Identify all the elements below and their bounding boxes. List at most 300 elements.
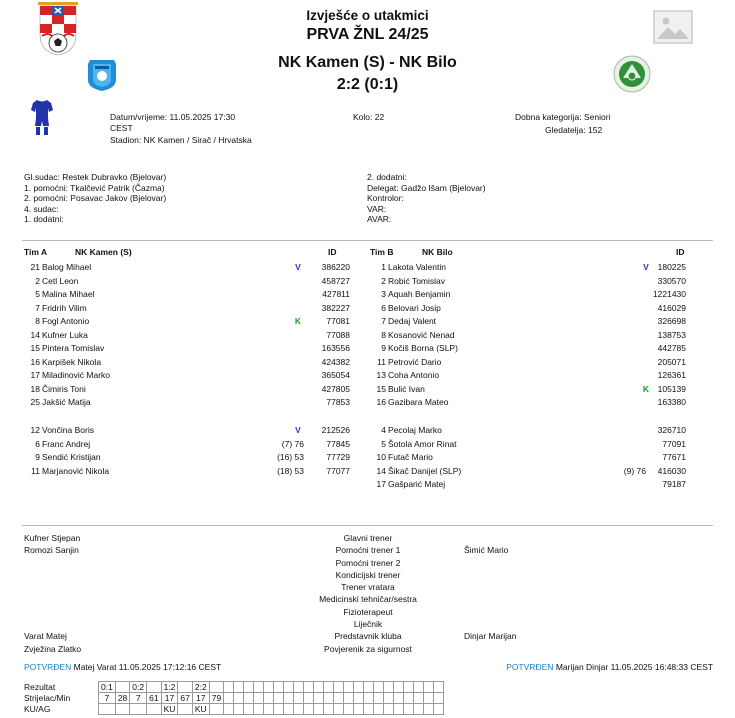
player-name: Marjanović Nikola (42, 465, 110, 476)
player-row (368, 438, 688, 451)
staff-role: Pomoćni trener 2 (335, 557, 401, 568)
player-name: Pecolaj Marko (388, 425, 442, 435)
results-cell (284, 682, 294, 693)
results-cell (130, 704, 147, 715)
staff-roles (288, 532, 448, 655)
results-cell (274, 704, 284, 715)
results-cell (384, 682, 394, 693)
player-number: 16 (30, 356, 40, 367)
results-cell (224, 682, 234, 693)
player-row (22, 315, 352, 328)
staff-role: Pomoćni trener 1 (335, 545, 401, 556)
match-round: Kolo: 22 (353, 112, 385, 122)
staff-name (24, 618, 81, 630)
staff-name: Šimić Mario (464, 545, 509, 556)
team-a-name: NK Kamen (S) (75, 247, 132, 257)
player-name: Šikač Danijel (SLP) (388, 465, 462, 476)
player-name: Kosanović Nenad (388, 329, 455, 340)
player-id: 382227 (321, 302, 350, 313)
player-id: 77081 (326, 316, 350, 326)
results-cell (424, 704, 434, 715)
player-number: 3 (381, 289, 386, 299)
player-id: 77088 (326, 329, 350, 340)
confirmed-label: POTVRĐEN (24, 662, 72, 672)
player-number: 8 (35, 316, 40, 326)
results-labels (24, 682, 70, 715)
staff-name: Kufner Stjepan (24, 533, 81, 543)
team-b-name: NK Bilo (422, 247, 453, 257)
results-cell (364, 704, 374, 715)
results-cell (334, 693, 344, 704)
results-cell (354, 682, 364, 693)
player-id: 77671 (662, 452, 686, 462)
results-cell (254, 693, 264, 704)
player-name: Belovari Josip (388, 302, 441, 313)
report-title: Izvješće o utakmici (306, 8, 429, 23)
player-id: 427811 (322, 289, 350, 299)
goalkeeper-mark: V (295, 262, 301, 272)
player-row (368, 369, 688, 382)
staff-name (464, 581, 516, 593)
results-cell (374, 704, 384, 715)
player-id: 163556 (321, 343, 350, 353)
home-staff (24, 532, 81, 655)
staff-name (464, 557, 516, 569)
player-id: 1221430 (652, 289, 686, 299)
match-datetime: Datum/vrijeme: 11.05.2025 17:30 (110, 112, 236, 122)
results-cell (414, 704, 424, 715)
player-number: 10 (376, 452, 386, 462)
confirmed-by: Marijan Dinjar 11.05.2025 16:48:33 CEST (555, 662, 713, 672)
results-cell (434, 682, 444, 693)
player-number: 15 (30, 343, 40, 353)
staff-name (24, 606, 81, 618)
player-number: 13 (376, 370, 386, 380)
player-number: 6 (381, 302, 386, 313)
staff-role: Kondicijski trener (335, 569, 401, 580)
staff-name (24, 569, 81, 581)
results-label: Strijelac/Min (24, 693, 71, 703)
player-row (368, 424, 688, 437)
player-id: 330570 (657, 275, 686, 286)
official-line: 4. sudac: (24, 203, 59, 214)
team-b-id-header: ID (676, 247, 685, 257)
divider (22, 525, 713, 526)
results-cell (254, 704, 264, 715)
player-number: 25 (30, 397, 40, 407)
staff-name (464, 532, 516, 544)
player-number: 2 (35, 275, 40, 286)
substitution-info: (7) 76 (281, 438, 304, 449)
results-cell (274, 682, 284, 693)
official-line: Gl.sudac: Restek Dubravko (Bjelovar) (24, 172, 167, 182)
player-number: 7 (35, 302, 40, 313)
player-id: 163380 (657, 397, 686, 407)
staff-name: Romozi Sanjin (24, 545, 79, 556)
player-number: 4 (381, 425, 386, 435)
results-cell (147, 704, 161, 715)
image-placeholder-icon (653, 10, 693, 44)
player-row (22, 288, 352, 301)
results-cell (314, 693, 324, 704)
results-cell (304, 682, 314, 693)
player-row (22, 424, 352, 437)
player-id: 424382 (321, 356, 350, 367)
results-cell (384, 704, 394, 715)
player-number: 5 (381, 438, 386, 449)
player-name: Šotola Amor Rinat (388, 438, 457, 449)
player-row (22, 396, 352, 409)
results-cell (224, 693, 234, 704)
player-number: 1 (381, 262, 386, 272)
player-name: Malina Mihael (42, 289, 95, 299)
player-id: 77853 (326, 397, 350, 407)
player-number: 2 (381, 275, 386, 286)
player-row (368, 478, 688, 491)
player-id: 326698 (657, 316, 686, 326)
player-name: Miladinović Marko (42, 370, 111, 380)
match-stadium: Stadion: NK Kamen / Sirač / Hrvatska (110, 135, 252, 145)
player-row (22, 356, 352, 369)
player-name: Robić Tomislav (388, 275, 446, 286)
player-name: Lakota Valentin (388, 262, 446, 272)
official-line: 1. pomoćni: Tkalčević Patrik (Čazma) (24, 182, 165, 193)
results-cell: 2:2 (192, 682, 209, 693)
player-name: Karpišek Nikola (42, 356, 102, 367)
player-row (368, 396, 688, 409)
player-number: 7 (381, 316, 386, 326)
player-row (22, 329, 352, 342)
results-cell (394, 704, 404, 715)
official-line: Delegat: Gadžo Išam (Bjelovar) (367, 182, 486, 193)
results-cell (424, 693, 434, 704)
team-b-label: Tim B (370, 247, 394, 257)
results-cell (284, 704, 294, 715)
player-id: 458727 (321, 275, 350, 286)
player-id: 326710 (657, 425, 686, 435)
player-row (368, 275, 688, 288)
results-cell (334, 704, 344, 715)
player-name: Pintera Tomislav (42, 343, 105, 353)
results-cell (374, 682, 384, 693)
results-cell (304, 704, 314, 715)
staff-name (464, 569, 516, 581)
results-cell (434, 704, 444, 715)
results-cell (314, 704, 324, 715)
staff-name (464, 643, 516, 655)
staff-name (464, 593, 516, 605)
results-cell (294, 704, 304, 715)
player-row (22, 342, 352, 355)
player-name: Gazibara Mateo (388, 397, 449, 407)
results-cell (404, 704, 414, 715)
staff-role: Fizioterapeut (343, 606, 393, 617)
player-number: 5 (35, 289, 40, 299)
staff-role: Predstavnik kluba (334, 631, 402, 642)
results-cell (364, 693, 374, 704)
results-cell (304, 693, 314, 704)
results-cell (264, 682, 274, 693)
staff-name (24, 593, 81, 605)
player-id: 205071 (657, 356, 686, 367)
official-line: 2. pomoćni: Posavac Jakov (Bjelovar) (24, 193, 167, 203)
official-line: 2. dodatni: (367, 172, 407, 182)
team-a-label: Tim A (24, 247, 48, 257)
away-confirmation (506, 662, 713, 672)
player-name: Sendić Kristijan (42, 452, 101, 462)
player-name: Dedaj Valent (388, 316, 437, 326)
staff-role: Liječnik (353, 619, 383, 630)
away-staff (464, 532, 516, 655)
results-cell (334, 682, 344, 693)
player-row (368, 315, 688, 328)
results-cell (244, 682, 254, 693)
results-cell (344, 682, 354, 693)
results-cell (354, 693, 364, 704)
captain-mark: K (642, 383, 650, 394)
results-table (98, 681, 444, 715)
results-cell (264, 704, 274, 715)
player-name: Cetl Leon (42, 275, 79, 286)
results-cell (178, 704, 192, 715)
county-crest-icon (38, 2, 78, 56)
competition-title: PRVA ŽNL 24/25 (306, 26, 429, 43)
results-cell (354, 704, 364, 715)
player-number: 17 (30, 370, 40, 380)
staff-name (24, 581, 81, 593)
results-cell: 28 (115, 693, 129, 704)
player-name: Petrović Dario (388, 356, 442, 367)
official-line: Kontrolor: (367, 193, 404, 203)
player-row (368, 356, 688, 369)
results-cell (264, 693, 274, 704)
player-row (368, 302, 688, 315)
official-line: VAR: (367, 203, 387, 214)
results-cell: 1:2 (161, 682, 178, 693)
staff-role: Medicinski tehničar/sestra (319, 594, 417, 605)
results-cell (224, 704, 234, 715)
goalkeeper-mark: V (295, 425, 301, 435)
results-cell (274, 693, 284, 704)
results-cell (324, 682, 334, 693)
player-id: 442785 (657, 343, 686, 353)
results-cell (414, 682, 424, 693)
player-name: Bulić Ivan (388, 383, 425, 394)
player-name: Fogl Antonio (42, 316, 90, 326)
player-id: 180225 (657, 262, 686, 272)
staff-role: Trener vratara (341, 582, 395, 593)
substitution-info: (16) 53 (277, 452, 304, 462)
results-cell (324, 693, 334, 704)
results-cell (414, 693, 424, 704)
results-cell (178, 682, 192, 693)
results-cell (234, 682, 244, 693)
captain-mark: K (294, 316, 302, 326)
results-row (99, 704, 444, 715)
player-number: 6 (35, 438, 40, 449)
player-number: 15 (376, 383, 386, 394)
player-id: 126361 (657, 370, 686, 380)
player-row (368, 342, 688, 355)
player-number: 21 (30, 262, 40, 272)
results-cell (244, 693, 254, 704)
results-cell (209, 682, 223, 693)
player-name: Vončina Boris (42, 425, 94, 435)
player-row (368, 261, 688, 274)
player-id: 365054 (321, 370, 350, 380)
results-cell (344, 693, 354, 704)
player-row (368, 465, 688, 478)
results-cell (209, 704, 223, 715)
results-cell: KU (161, 704, 178, 715)
player-row (22, 261, 352, 274)
player-row (368, 451, 688, 464)
player-name: Futač Mario (388, 452, 433, 462)
results-cell (364, 682, 374, 693)
player-row (22, 383, 352, 396)
confirmed-by: Matej Varat 11.05.2025 17:12:16 CEST (73, 662, 222, 672)
team-kit-icon (30, 98, 54, 136)
results-cell (314, 682, 324, 693)
home-confirmation (24, 662, 221, 672)
official-line: AVAR: (367, 214, 392, 224)
player-name: Aquah Benjamin (388, 289, 451, 299)
results-cell (404, 682, 414, 693)
results-cell (294, 693, 304, 704)
player-id: 386220 (321, 262, 350, 272)
results-cell (384, 693, 394, 704)
results-cell (434, 693, 444, 704)
player-number: 18 (30, 383, 40, 394)
player-row (22, 465, 352, 478)
player-number: 14 (376, 465, 386, 476)
results-cell (424, 682, 434, 693)
staff-name (464, 618, 516, 630)
player-id: 77091 (662, 438, 686, 449)
results-cell (344, 704, 354, 715)
player-id: 77845 (326, 438, 350, 449)
home-club-logo-icon (84, 56, 120, 92)
divider (22, 240, 713, 241)
player-id: 416029 (657, 302, 686, 313)
results-cell: 17 (192, 693, 209, 704)
results-cell (404, 693, 414, 704)
results-cell (394, 682, 404, 693)
results-cell (147, 682, 161, 693)
results-cell: 7 (99, 693, 116, 704)
substitution-info: (9) 76 (623, 465, 646, 476)
officials-left (24, 172, 166, 225)
results-cell (99, 704, 116, 715)
staff-name (464, 606, 516, 618)
results-cell: 79 (209, 693, 223, 704)
player-row (22, 451, 352, 464)
player-name: Coha Antonio (388, 370, 440, 380)
player-row (368, 288, 688, 301)
player-name: Kufner Luka (42, 329, 88, 340)
results-row (99, 682, 444, 693)
player-name: Jakšić Matija (42, 397, 91, 407)
staff-role: Glavni trener (343, 533, 393, 543)
results-cell: 61 (147, 693, 161, 704)
player-id: 427805 (321, 383, 350, 394)
player-id: 79187 (662, 479, 686, 489)
results-cell (234, 693, 244, 704)
results-cell: 0:1 (99, 682, 116, 693)
player-number: 16 (376, 397, 386, 407)
results-cell (115, 682, 129, 693)
player-number: 8 (381, 329, 386, 340)
results-cell: 0:2 (130, 682, 147, 693)
player-row (368, 383, 688, 396)
player-id: 416030 (657, 465, 686, 476)
player-id: 77729 (326, 452, 350, 462)
player-name: Gašparić Matej (388, 479, 446, 489)
results-cell (374, 693, 384, 704)
staff-name: Dinjar Marijan (464, 631, 517, 642)
player-number: 11 (31, 465, 40, 476)
player-name: Čimiris Toni (42, 383, 86, 394)
match-score: 2:2 (0:1) (336, 76, 399, 93)
age-category: Dobna kategorija: Seniori (515, 112, 611, 122)
player-name: Kočiš Borna (SLP) (388, 343, 458, 353)
player-number: 9 (381, 343, 386, 353)
results-cell (294, 682, 304, 693)
results-cell (394, 693, 404, 704)
spectator-count: Gledatelja: 152 (545, 125, 603, 135)
player-row (368, 329, 688, 342)
results-row (99, 693, 444, 704)
results-cell (284, 693, 294, 704)
player-name: Fridrih Vilim (42, 302, 87, 313)
player-row (22, 302, 352, 315)
player-id: 105139 (657, 383, 686, 394)
player-number: 14 (30, 329, 40, 340)
results-cell: 7 (130, 693, 147, 704)
staff-name: Varat Matej (24, 631, 67, 642)
player-number: 12 (30, 425, 40, 435)
goalkeeper-mark: V (643, 262, 649, 272)
player-row (22, 369, 352, 382)
results-cell (324, 704, 334, 715)
player-number: 9 (35, 452, 40, 462)
results-cell (254, 682, 264, 693)
match-title: NK Kamen (S) - NK Bilo (278, 54, 457, 71)
officials-right (367, 172, 486, 225)
results-cell: KU (192, 704, 209, 715)
match-timezone: CEST (110, 122, 133, 133)
player-name: Balog Mihael (42, 262, 92, 272)
player-id: 77077 (326, 465, 350, 476)
results-cell (234, 704, 244, 715)
results-cell: 67 (178, 693, 192, 704)
player-number: 17 (376, 479, 386, 489)
results-label: KU/AG (24, 704, 51, 714)
staff-name: Zvježina Zlatko (24, 643, 82, 654)
results-label: Rezultat (24, 682, 56, 692)
player-name: Franc Andrej (42, 438, 91, 449)
results-cell (244, 704, 254, 715)
player-row (22, 275, 352, 288)
staff-role: Povjerenik za sigurnost (324, 643, 412, 654)
player-id: 138753 (657, 329, 686, 340)
staff-name (24, 557, 81, 569)
results-cell (115, 704, 129, 715)
player-row (22, 438, 352, 451)
away-club-logo-icon (612, 54, 652, 94)
player-id: 212526 (321, 425, 350, 435)
results-cell: 17 (161, 693, 178, 704)
